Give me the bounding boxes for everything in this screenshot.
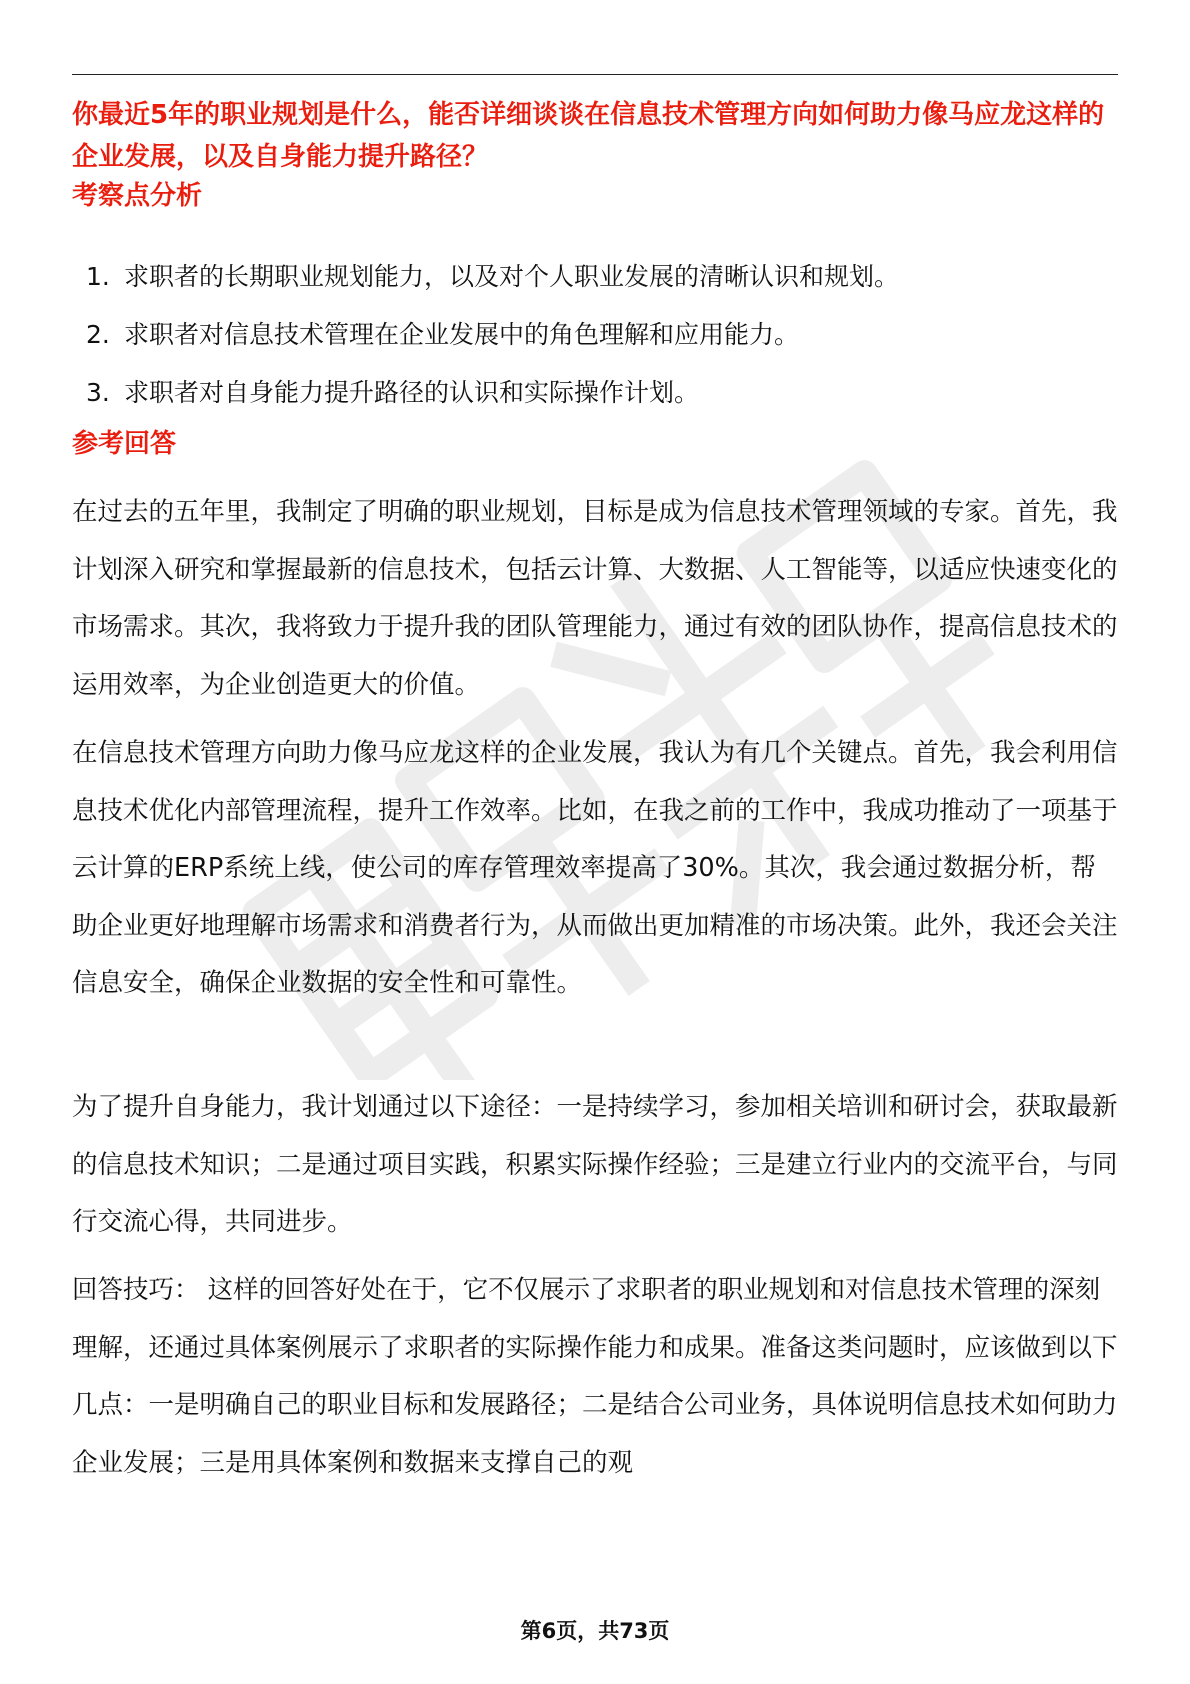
list-text: 求职者的长期职业规划能力，以及对个人职业发展的清晰认识和规划。: [124, 262, 900, 291]
answer-tips-paragraph: 回答技巧： 这样的回答好处在于，它不仅展示了求职者的职业规划和对信息技术管理的深刻理解，还通过具体案例展示了求职者的实际操作能力和成果。准备这类问题时，应该做到以下几点：一是明确自己的职业目标和发展路径；二是结合公司业务，具体说明信息技术如何助力企业发展；三是用具体案例和数据来支撑自己的观: [72, 1275, 1118, 1478]
answer-paragraph: 在信息技术管理方向助力像马应龙这样的企业发展，我认为有几个关键点。首先，我会利用信息技术优化内部管理流程，提升工作效率。比如，在我之前的工作中，我成功推动了一项基于云计算的ERP系统上线，使公司的库存管理效率提高了30%。其次，我会通过数据分析，帮助企业更好地理解市场需求和消费者行为，从而做出更加精准的市场决策。此外，我还会关注信息安全，确保企业数据的安全性和可靠性。: [72, 738, 1118, 998]
list-number: 1.: [86, 262, 110, 291]
analysis-list: [86, 262, 1116, 436]
page-number: 第6页，共73页: [520, 1619, 670, 1643]
top-divider: [72, 74, 1118, 75]
list-item: [86, 320, 1116, 378]
list-number: 3.: [86, 378, 110, 407]
analysis-heading: 考察点分析: [72, 181, 203, 211]
answer-paragraph: 在过去的五年里，我制定了明确的职业规划，目标是成为信息技术管理领域的专家。首先，我计划深入研究和掌握最新的信息技术，包括云计算、大数据、人工智能等，以适应快速变化的市场需求。其次，我将致力于提升我的团队管理能力，通过有效的团队协作，提高信息技术的运用效率，为企业创造更大的价值。: [72, 497, 1118, 700]
list-text: 求职者对自身能力提升路径的认识和实际操作计划。: [124, 378, 700, 407]
question-title: 你最近5年的职业规划是什么，能否详细谈谈在信息技术管理方向如何助力像马应龙这样的企业发展，以及自身能力提升路径？: [72, 100, 1105, 172]
answer-paragraph: 为了提升自身能力，我计划通过以下途径：一是持续学习，参加相关培训和研讨会，获取最新的信息技术知识；二是通过项目实践，积累实际操作经验；三是建立行业内的交流平台，与同行交流心得，共同进步。: [72, 1092, 1118, 1237]
list-text: 求职者对信息技术管理在企业发展中的角色理解和应用能力。: [124, 320, 800, 349]
list-number: 2.: [86, 320, 110, 349]
list-item: [86, 262, 1116, 320]
answer-heading: 参考回答: [72, 429, 177, 459]
